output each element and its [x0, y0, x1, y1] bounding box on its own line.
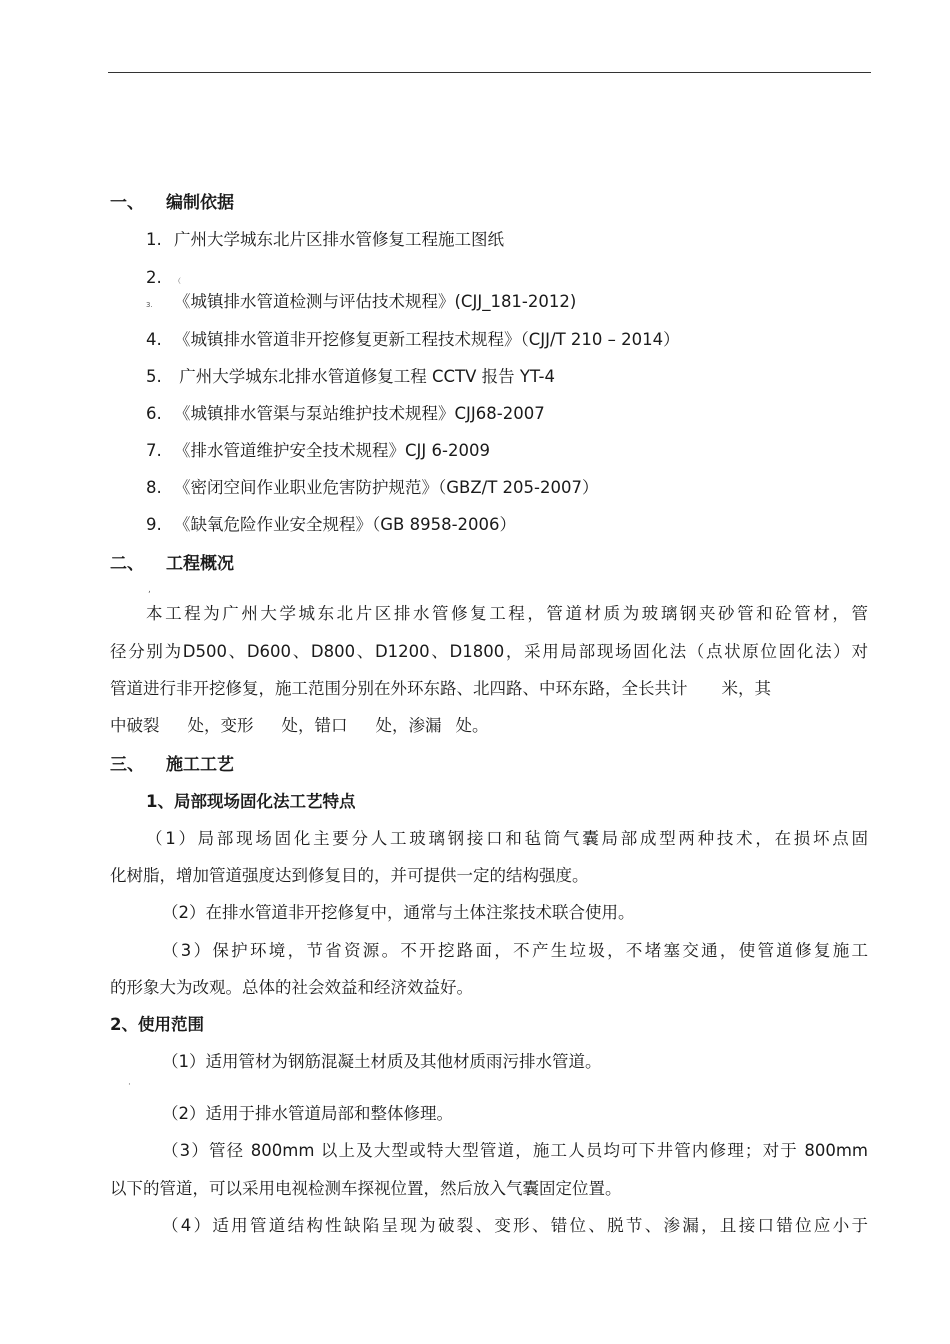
ref-number: 9.: [146, 515, 162, 534]
overview-line-1: 本工程为广州大学城东北片区排水管修复工程，管道材质为玻璃钢夹砂管和砼管材，管: [146, 604, 868, 623]
overview-text: 中破裂: [110, 716, 160, 735]
stray-mark: ,: [148, 585, 151, 595]
section-heading-1: [110, 192, 234, 214]
overview-text: 处，错口: [281, 716, 348, 735]
ref-number: 5.: [146, 367, 162, 386]
craft-p1-line-2: 化树脂，增加管道强度达到修复目的，并可提供一定的结构强度。: [110, 866, 589, 885]
overview-text: 处，渗漏: [375, 716, 442, 735]
ref-text: 《城镇排水管渠与泵站维护技术规程》CJJ68-2007: [174, 404, 545, 423]
craft-p3-line-1: （3）保护环境，节省资源。不开挖路面，不产生垃圾，不堵塞交通，使管道修复施工: [162, 941, 868, 960]
usage-3-line-1: （3）管径 800mm 以上及大型或特大型管道，施工人员均可下井管内修理；对于 800mm: [162, 1141, 868, 1160]
section-title: 编制依据: [166, 193, 234, 213]
section-number: 三、: [110, 755, 144, 775]
overview-text: 管道进行非开挖修复，施工范围分别在外环东路、北四路、中环东路，全长共计: [110, 679, 688, 698]
overview-text: 米，其: [721, 679, 771, 698]
craft-p1-line-1: （1）局部现场固化主要分人工玻璃钢接口和毡筒气囊局部成型两种技术，在损坏点固: [146, 829, 868, 848]
ref-item-6: [146, 403, 545, 425]
section-heading-2: [110, 553, 234, 575]
usage-3-line-2: 以下的管道，可以采用电视检测车探视位置，然后放入气囊固定位置。: [110, 1179, 622, 1198]
ref-text: 广州大学城东北排水管道修复工程 CCTV 报告 YT-4: [174, 367, 555, 386]
section-heading-3: [110, 754, 234, 776]
ref-text: 《缺氧危险作业安全规程》（GB 8958-2006）: [174, 515, 517, 534]
overview-line-2: 径分别为D500、D600、D800、D1200、D1800，采用局部现场固化法（点状原位固化法）对: [110, 642, 868, 661]
stray-mark: ·: [128, 1080, 131, 1090]
ref-item-1: [146, 229, 504, 251]
ref-text: 《排水管道维护安全技术规程》CJJ 6-2009: [174, 441, 490, 460]
overview-line-3: [110, 678, 771, 700]
overview-text: 处。: [455, 716, 489, 735]
ref-number: 7.: [146, 441, 162, 460]
section-number: 二、: [110, 554, 144, 574]
section-number: 一、: [110, 193, 144, 213]
ref-item-8: [146, 477, 598, 499]
ref-item-2: [146, 267, 181, 289]
craft-p3-line-2: 的形象大为改观。总体的社会效益和经济效益好。: [110, 978, 473, 997]
usage-2: （2）适用于排水管道局部和整体修理。: [162, 1104, 453, 1123]
ref-number: 2.: [146, 268, 162, 287]
subheading-2: 2、使用范围: [110, 1015, 204, 1034]
ref-item-3: [146, 291, 576, 313]
ref-text: 《密闭空间作业职业危害防护规范》（GBZ/T 205-2007）: [174, 478, 599, 497]
ref-number: 3.: [146, 301, 153, 309]
ref-item-5: [146, 366, 555, 388]
ref-number: 4.: [146, 330, 162, 349]
usage-1: （1）适用管材为钢筋混凝土材质及其他材质雨污排水管道。: [162, 1052, 602, 1071]
usage-4: （4）适用管道结构性缺陷呈现为破裂、变形、错位、脱节、渗漏，且接口错位应小于: [162, 1216, 868, 1235]
ref-item-9: [146, 514, 516, 536]
ref-number: 8.: [146, 478, 162, 497]
ref-number: 1.: [146, 230, 162, 249]
overview-text: 处，变形: [187, 716, 254, 735]
section-title: 工程概况: [166, 554, 234, 574]
section-title: 施工工艺: [166, 755, 234, 775]
ref-item-7: [146, 440, 490, 462]
subheading-1: 1、局部现场固化法工艺特点: [146, 792, 356, 811]
ref-text: 《城镇排水管道检测与评估技术规程》(CJJ_181-2012): [174, 292, 577, 311]
ref-text: （: [174, 277, 181, 285]
ref-text: 广州大学城东北片区排水管修复工程施工图纸: [174, 230, 504, 249]
ref-item-4: [146, 329, 680, 351]
craft-p2: （2）在排水管道非开挖修复中，通常与土体注浆技术联合使用。: [162, 903, 635, 922]
ref-text: 《城镇排水管道非开挖修复更新工程技术规程》（CJJ/T 210 – 2014）: [174, 330, 680, 349]
overview-line-4: [110, 715, 489, 737]
ref-number: 6.: [146, 404, 162, 423]
